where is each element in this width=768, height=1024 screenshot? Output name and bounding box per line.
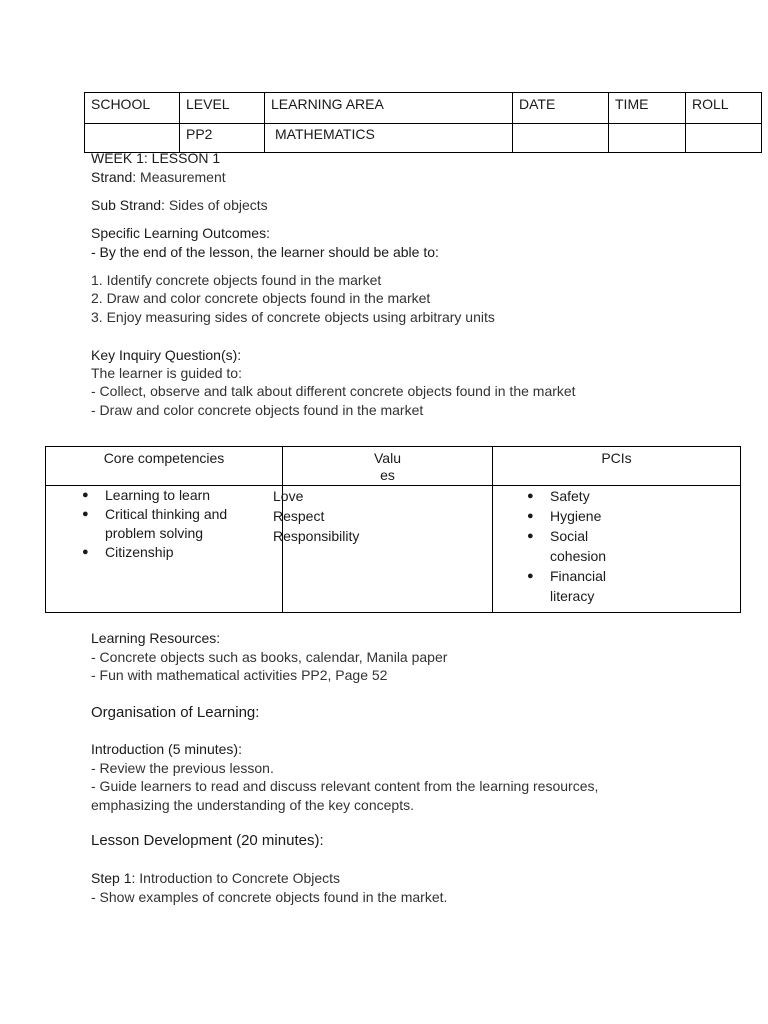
header-cell-level: LEVEL <box>180 93 265 124</box>
resource-item: - Fun with mathematical activities PP2, Page 52 <box>91 667 388 683</box>
lesson-header-table <box>84 92 762 153</box>
core-competencies-header-text: Core competencies <box>103 450 225 466</box>
resources-heading: Learning Resources: <box>91 630 221 646</box>
value-item: Love <box>273 488 304 504</box>
outcomes-intro: - By the end of the lesson, the learner should be able to: <box>91 244 439 260</box>
value-cell-level: PP2 <box>180 124 265 153</box>
value-cell-date <box>513 124 609 153</box>
development-heading: Lesson Development (20 minutes): <box>91 832 324 849</box>
step-1-item: - Show examples of concrete objects found in the market. <box>91 889 448 905</box>
core-competencies-header <box>46 447 283 486</box>
value-item: Respect <box>273 508 325 524</box>
pcis-header-text: PCIs <box>601 450 632 466</box>
values-cell <box>273 486 493 613</box>
outcome-item: 2. Draw and color concrete objects found in the market <box>91 290 431 306</box>
competencies-header-row <box>46 447 741 486</box>
value-cell-learning-area: MATHEMATICS <box>265 124 513 153</box>
values-header-line1: Valu <box>374 450 401 466</box>
values-list <box>273 486 492 546</box>
inquiry-item: - Collect, observe and talk about different concrete objects found in the market <box>91 383 576 399</box>
pcis-list <box>493 486 637 606</box>
step-1-line <box>91 869 340 887</box>
header-cell-school: SCHOOL <box>85 93 180 124</box>
inquiry-heading: Key Inquiry Question(s): <box>91 347 242 363</box>
core-competency-item: ● Critical thinking and problem solving <box>82 505 245 543</box>
inquiry-item: - Draw and color concrete objects found in the market <box>91 402 424 418</box>
sub-strand-line <box>91 196 268 214</box>
header-row <box>85 93 762 124</box>
strand-label: Strand: <box>91 169 137 185</box>
resource-item: - Concrete objects such as books, calendar, Manila paper <box>91 649 448 665</box>
organisation-heading: Organisation of Learning: <box>91 704 260 721</box>
outcome-item: 1. Identify concrete objects found in the market <box>91 272 382 288</box>
competencies-table <box>45 446 741 613</box>
core-competencies-cell <box>46 486 283 613</box>
core-competency-item: ● Learning to learn <box>82 486 282 505</box>
value-cell-time <box>609 124 686 153</box>
competencies-body-row <box>46 486 741 613</box>
header-cell-roll: ROLL <box>686 93 762 124</box>
pcis-header <box>493 447 741 486</box>
introduction-item: - Review the previous lesson. <box>91 760 274 776</box>
introduction-item: - Guide learners to read and discuss relevant content from the learning resources, <box>91 778 599 794</box>
values-header <box>283 447 493 486</box>
pci-item: ● Hygiene <box>527 506 637 526</box>
values-header-line2: es <box>380 467 395 483</box>
pci-item: ● Safety <box>527 486 637 506</box>
step-1-title: Introduction to Concrete Objects <box>139 870 341 886</box>
inquiry-intro: The learner is guided to: <box>91 365 242 381</box>
introduction-item: emphasizing the understanding of the key concepts. <box>91 797 414 813</box>
pci-item: ● Social cohesion <box>527 526 620 566</box>
sub-strand-label: Sub Strand: <box>91 197 165 213</box>
week-lesson-title: WEEK 1: LESSON 1 <box>91 150 221 166</box>
core-competency-item: ● Citizenship <box>82 543 282 562</box>
value-item: Responsibility <box>273 528 360 544</box>
outcome-item: 3. Enjoy measuring sides of concrete objects using arbitrary units <box>91 309 495 325</box>
introduction-heading: Introduction (5 minutes): <box>91 741 242 757</box>
sub-strand-value: Sides of objects <box>168 197 268 213</box>
pci-item: ● Financial literacy <box>527 566 620 606</box>
outcomes-heading: Specific Learning Outcomes: <box>91 225 270 241</box>
strand-value: Measurement <box>140 169 226 185</box>
header-cell-date: DATE <box>513 93 609 124</box>
step-1-label: Step 1: <box>91 870 136 886</box>
value-cell-roll <box>686 124 762 153</box>
core-competencies-list <box>46 486 282 562</box>
strand-line <box>91 168 226 186</box>
header-cell-time: TIME <box>609 93 686 124</box>
pcis-cell <box>493 486 741 613</box>
header-cell-learning-area: LEARNING AREA <box>265 93 513 124</box>
